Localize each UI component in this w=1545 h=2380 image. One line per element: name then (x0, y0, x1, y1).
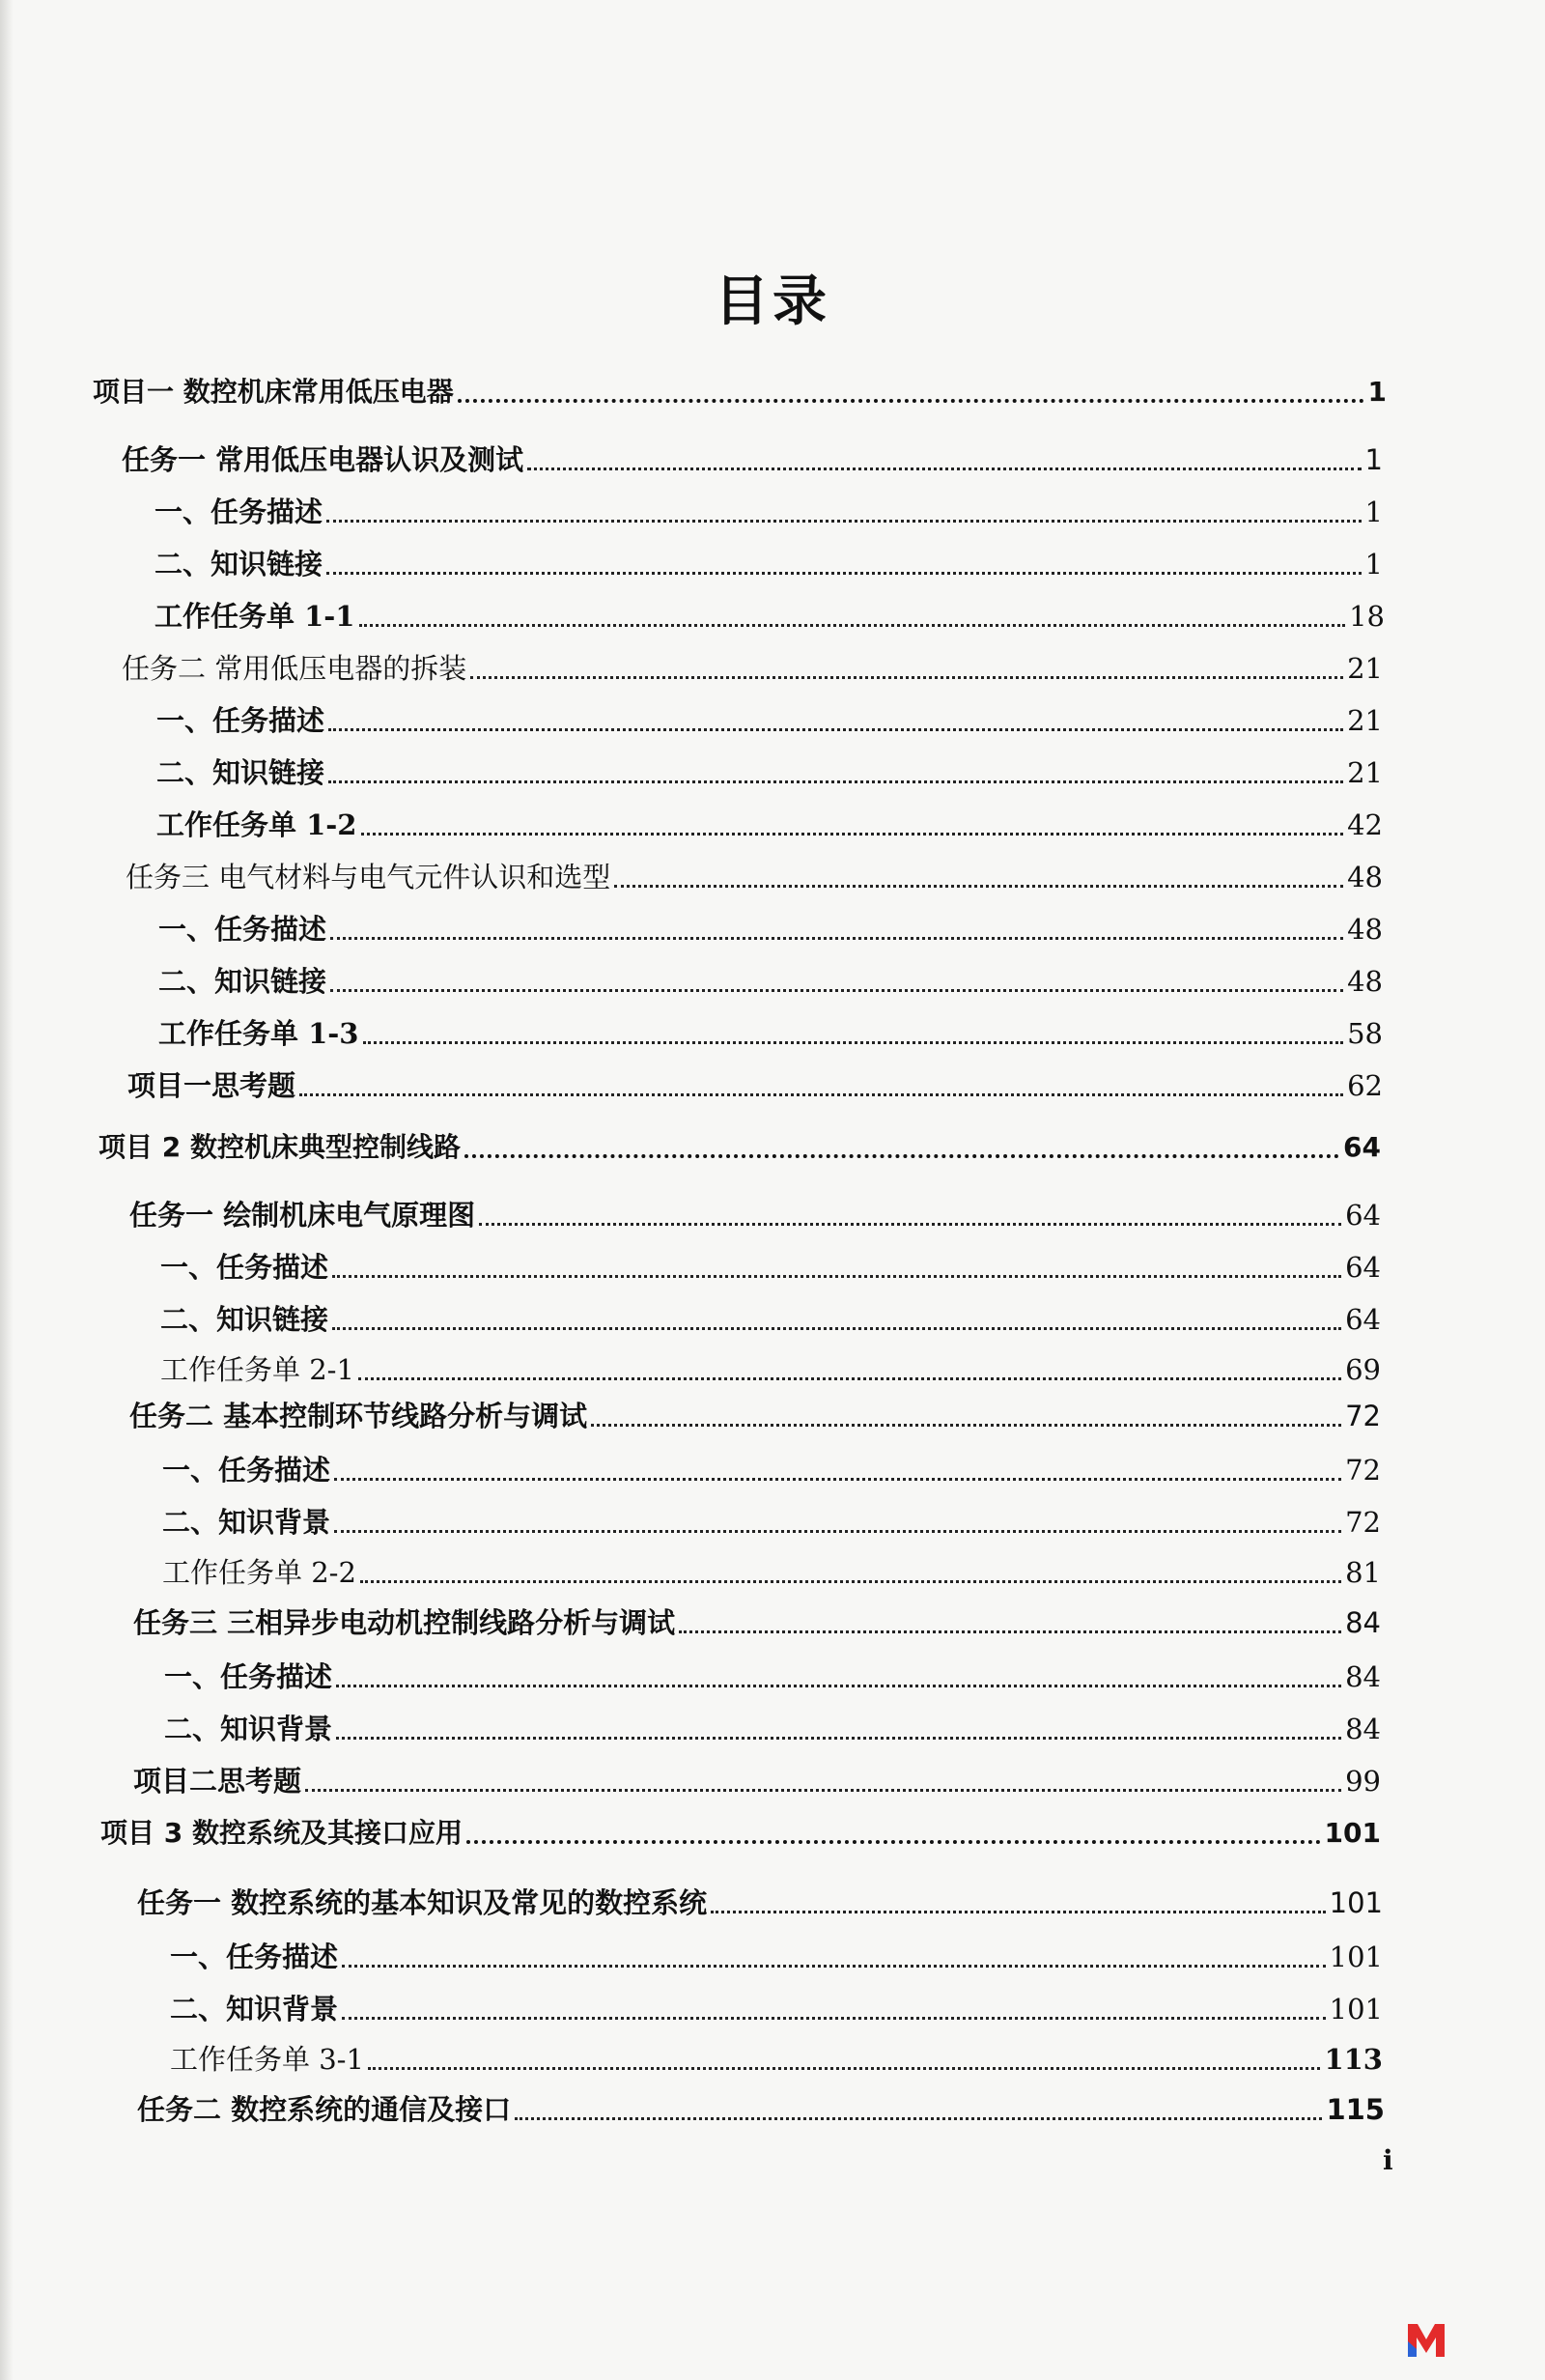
entry-page: 1 (1367, 376, 1387, 408)
entry-page: 1 (1364, 548, 1383, 581)
dot-leader (464, 1154, 1339, 1158)
dot-leader (342, 2017, 1326, 2020)
toc-entry-task[interactable] (133, 1605, 1381, 1640)
entry-page: 64 (1345, 1303, 1381, 1336)
dot-leader (360, 1580, 1341, 1583)
dot-leader (359, 624, 1346, 627)
entry-label: 任务一 常用低压电器认识及测试 (122, 443, 524, 476)
toc-entry-worksheet[interactable] (170, 2042, 1383, 2077)
toc-title: 目录 (715, 270, 830, 333)
entry-label: 二、知识链接 (158, 965, 327, 998)
entry-label: 项目一 数控机床常用低压电器 (93, 376, 454, 408)
entry-page: 48 (1347, 861, 1383, 893)
dot-leader (515, 2117, 1322, 2120)
entry-page: 101 (1329, 1886, 1383, 1919)
entry-page: 84 (1345, 1606, 1381, 1639)
entry-label: 二、知识链接 (154, 548, 323, 581)
toc-entry-worksheet[interactable] (162, 1555, 1381, 1590)
entry-page: 72 (1345, 1400, 1381, 1432)
entry-page: 48 (1347, 913, 1383, 946)
toc-entry-project-1[interactable] (93, 375, 1387, 410)
dot-leader (363, 1041, 1344, 1044)
toc-entry-review[interactable] (127, 1068, 1383, 1103)
entry-page: 99 (1345, 1765, 1381, 1798)
entry-page: 113 (1324, 2043, 1383, 2076)
entry-page: 21 (1347, 756, 1383, 789)
dot-leader (679, 1630, 1341, 1633)
entry-label: 一、任务描述 (170, 1941, 339, 1973)
entry-page: 58 (1347, 1017, 1383, 1050)
entry-page: 64 (1345, 1199, 1381, 1232)
entry-page: 69 (1345, 1353, 1381, 1386)
entry-label: 项目 2 数控机床典型控制线路 (98, 1131, 461, 1163)
entry-page: 101 (1329, 1941, 1383, 1973)
dot-leader (332, 1275, 1341, 1278)
toc-entry-section[interactable] (160, 1302, 1381, 1337)
dot-leader (591, 1424, 1341, 1427)
dot-leader (711, 1911, 1326, 1913)
dot-leader (334, 1530, 1341, 1533)
entry-label: 任务二 基本控制环节线路分析与调试 (129, 1400, 588, 1432)
page-number: i (1383, 2144, 1393, 2176)
dot-leader (332, 1327, 1341, 1330)
dot-leader (466, 1840, 1321, 1844)
toc-entry-task[interactable] (129, 1399, 1381, 1433)
dot-leader (361, 833, 1344, 836)
entry-label: 任务三 三相异步电动机控制线路分析与调试 (133, 1606, 676, 1639)
toc-entry-worksheet[interactable] (158, 1016, 1383, 1051)
entry-label: 工作任务单 2-1 (160, 1353, 354, 1386)
dot-leader (336, 1737, 1341, 1740)
dot-leader (336, 1685, 1341, 1687)
entry-page: 42 (1347, 808, 1383, 841)
entry-label: 一、任务描述 (164, 1660, 333, 1693)
entry-label: 项目一思考题 (127, 1069, 296, 1102)
entry-label: 工作任务单 1-2 (156, 808, 357, 841)
entry-page: 62 (1347, 1069, 1383, 1102)
toc-entry-section[interactable] (160, 1250, 1381, 1285)
dot-leader (328, 728, 1343, 731)
entry-label: 工作任务单 2-2 (162, 1556, 356, 1589)
entry-page: 101 (1324, 1817, 1381, 1849)
entry-page: 101 (1329, 1993, 1383, 2026)
entry-label: 二、知识链接 (156, 756, 325, 789)
dot-leader (527, 468, 1361, 470)
dot-leader (330, 989, 1343, 992)
entry-page: 1 (1364, 496, 1383, 528)
toc-entry-project-3[interactable] (100, 1816, 1381, 1851)
dot-leader (326, 572, 1362, 575)
toc-entry-worksheet[interactable] (154, 599, 1385, 634)
entry-page: 18 (1349, 600, 1385, 633)
entry-label: 一、任务描述 (156, 704, 325, 737)
toc-entry-project-2[interactable] (98, 1130, 1381, 1165)
entry-label: 二、知识背景 (164, 1713, 333, 1745)
entry-page: 48 (1347, 965, 1383, 998)
toc-entry-section[interactable] (162, 1453, 1381, 1488)
entry-label: 二、知识背景 (170, 1993, 339, 2026)
entry-page: 72 (1345, 1506, 1381, 1539)
entry-page: 64 (1343, 1131, 1381, 1163)
entry-page: 1 (1364, 443, 1383, 476)
dot-leader (328, 780, 1343, 783)
dot-leader (330, 937, 1343, 940)
dot-leader (458, 399, 1364, 403)
entry-label: 工作任务单 1-3 (158, 1017, 359, 1050)
entry-page: 72 (1345, 1454, 1381, 1487)
entry-label: 项目 3 数控系统及其接口应用 (100, 1817, 463, 1849)
toc-entry-section[interactable] (170, 1992, 1383, 2026)
toc-entry-task[interactable] (122, 651, 1383, 686)
toc-entry-review[interactable] (133, 1764, 1381, 1799)
entry-page: 84 (1345, 1660, 1381, 1693)
toc-entry-task[interactable] (137, 2092, 1385, 2127)
toc-entry-task[interactable] (129, 1198, 1381, 1232)
entry-label: 项目二思考题 (133, 1765, 302, 1798)
toc-entry-section[interactable] (164, 1659, 1381, 1694)
entry-label: 二、知识链接 (160, 1303, 329, 1336)
entry-label: 任务二 常用低压电器的拆装 (122, 652, 467, 685)
toc-entry-section[interactable] (162, 1505, 1381, 1540)
toc-entry-task[interactable] (122, 442, 1383, 477)
entry-page: 84 (1345, 1713, 1381, 1745)
toc-entry-section[interactable] (154, 547, 1383, 581)
toc-entry-section[interactable] (156, 755, 1383, 790)
entry-label: 一、任务描述 (154, 496, 323, 528)
entry-label: 工作任务单 3-1 (170, 2043, 364, 2076)
toc-entry-section[interactable] (158, 964, 1383, 999)
toc-entry-worksheet[interactable] (160, 1352, 1381, 1387)
dot-leader (299, 1093, 1343, 1096)
toc-entry-section[interactable] (170, 1940, 1383, 1974)
dot-leader (470, 676, 1343, 679)
entry-page: 21 (1347, 652, 1383, 685)
entry-label: 任务三 电气材料与电气元件认识和选型 (126, 861, 611, 893)
entry-page: 81 (1345, 1556, 1381, 1589)
toc-entry-task[interactable] (137, 1885, 1383, 1920)
watermark-logo-icon (1406, 2320, 1447, 2359)
toc-entry-section[interactable] (158, 912, 1383, 947)
dot-leader (479, 1223, 1341, 1226)
dot-leader (358, 1377, 1341, 1380)
toc-entry-section[interactable] (164, 1712, 1381, 1746)
toc-entry-worksheet[interactable] (156, 808, 1383, 842)
toc-entry-task[interactable] (126, 860, 1383, 894)
entry-label: 任务一 数控系统的基本知识及常见的数控系统 (137, 1886, 708, 1919)
dot-leader (342, 1965, 1326, 1968)
entry-label: 工作任务单 1-1 (154, 600, 355, 633)
toc-entry-section[interactable] (156, 703, 1383, 738)
entry-label: 二、知识背景 (162, 1506, 331, 1539)
dot-leader (326, 520, 1362, 523)
entry-label: 任务二 数控系统的通信及接口 (137, 2093, 512, 2126)
toc-entry-section[interactable] (154, 495, 1383, 529)
dot-leader (368, 2067, 1321, 2070)
dot-leader (305, 1789, 1341, 1792)
entry-label: 一、任务描述 (160, 1251, 329, 1284)
entry-label: 一、任务描述 (162, 1454, 331, 1487)
dot-leader (334, 1478, 1341, 1481)
entry-page: 21 (1347, 704, 1383, 737)
entry-page: 64 (1345, 1251, 1381, 1284)
entry-label: 任务一 绘制机床电气原理图 (129, 1199, 476, 1232)
entry-page: 115 (1326, 2093, 1385, 2126)
dot-leader (614, 885, 1343, 888)
entry-label: 一、任务描述 (158, 913, 327, 946)
